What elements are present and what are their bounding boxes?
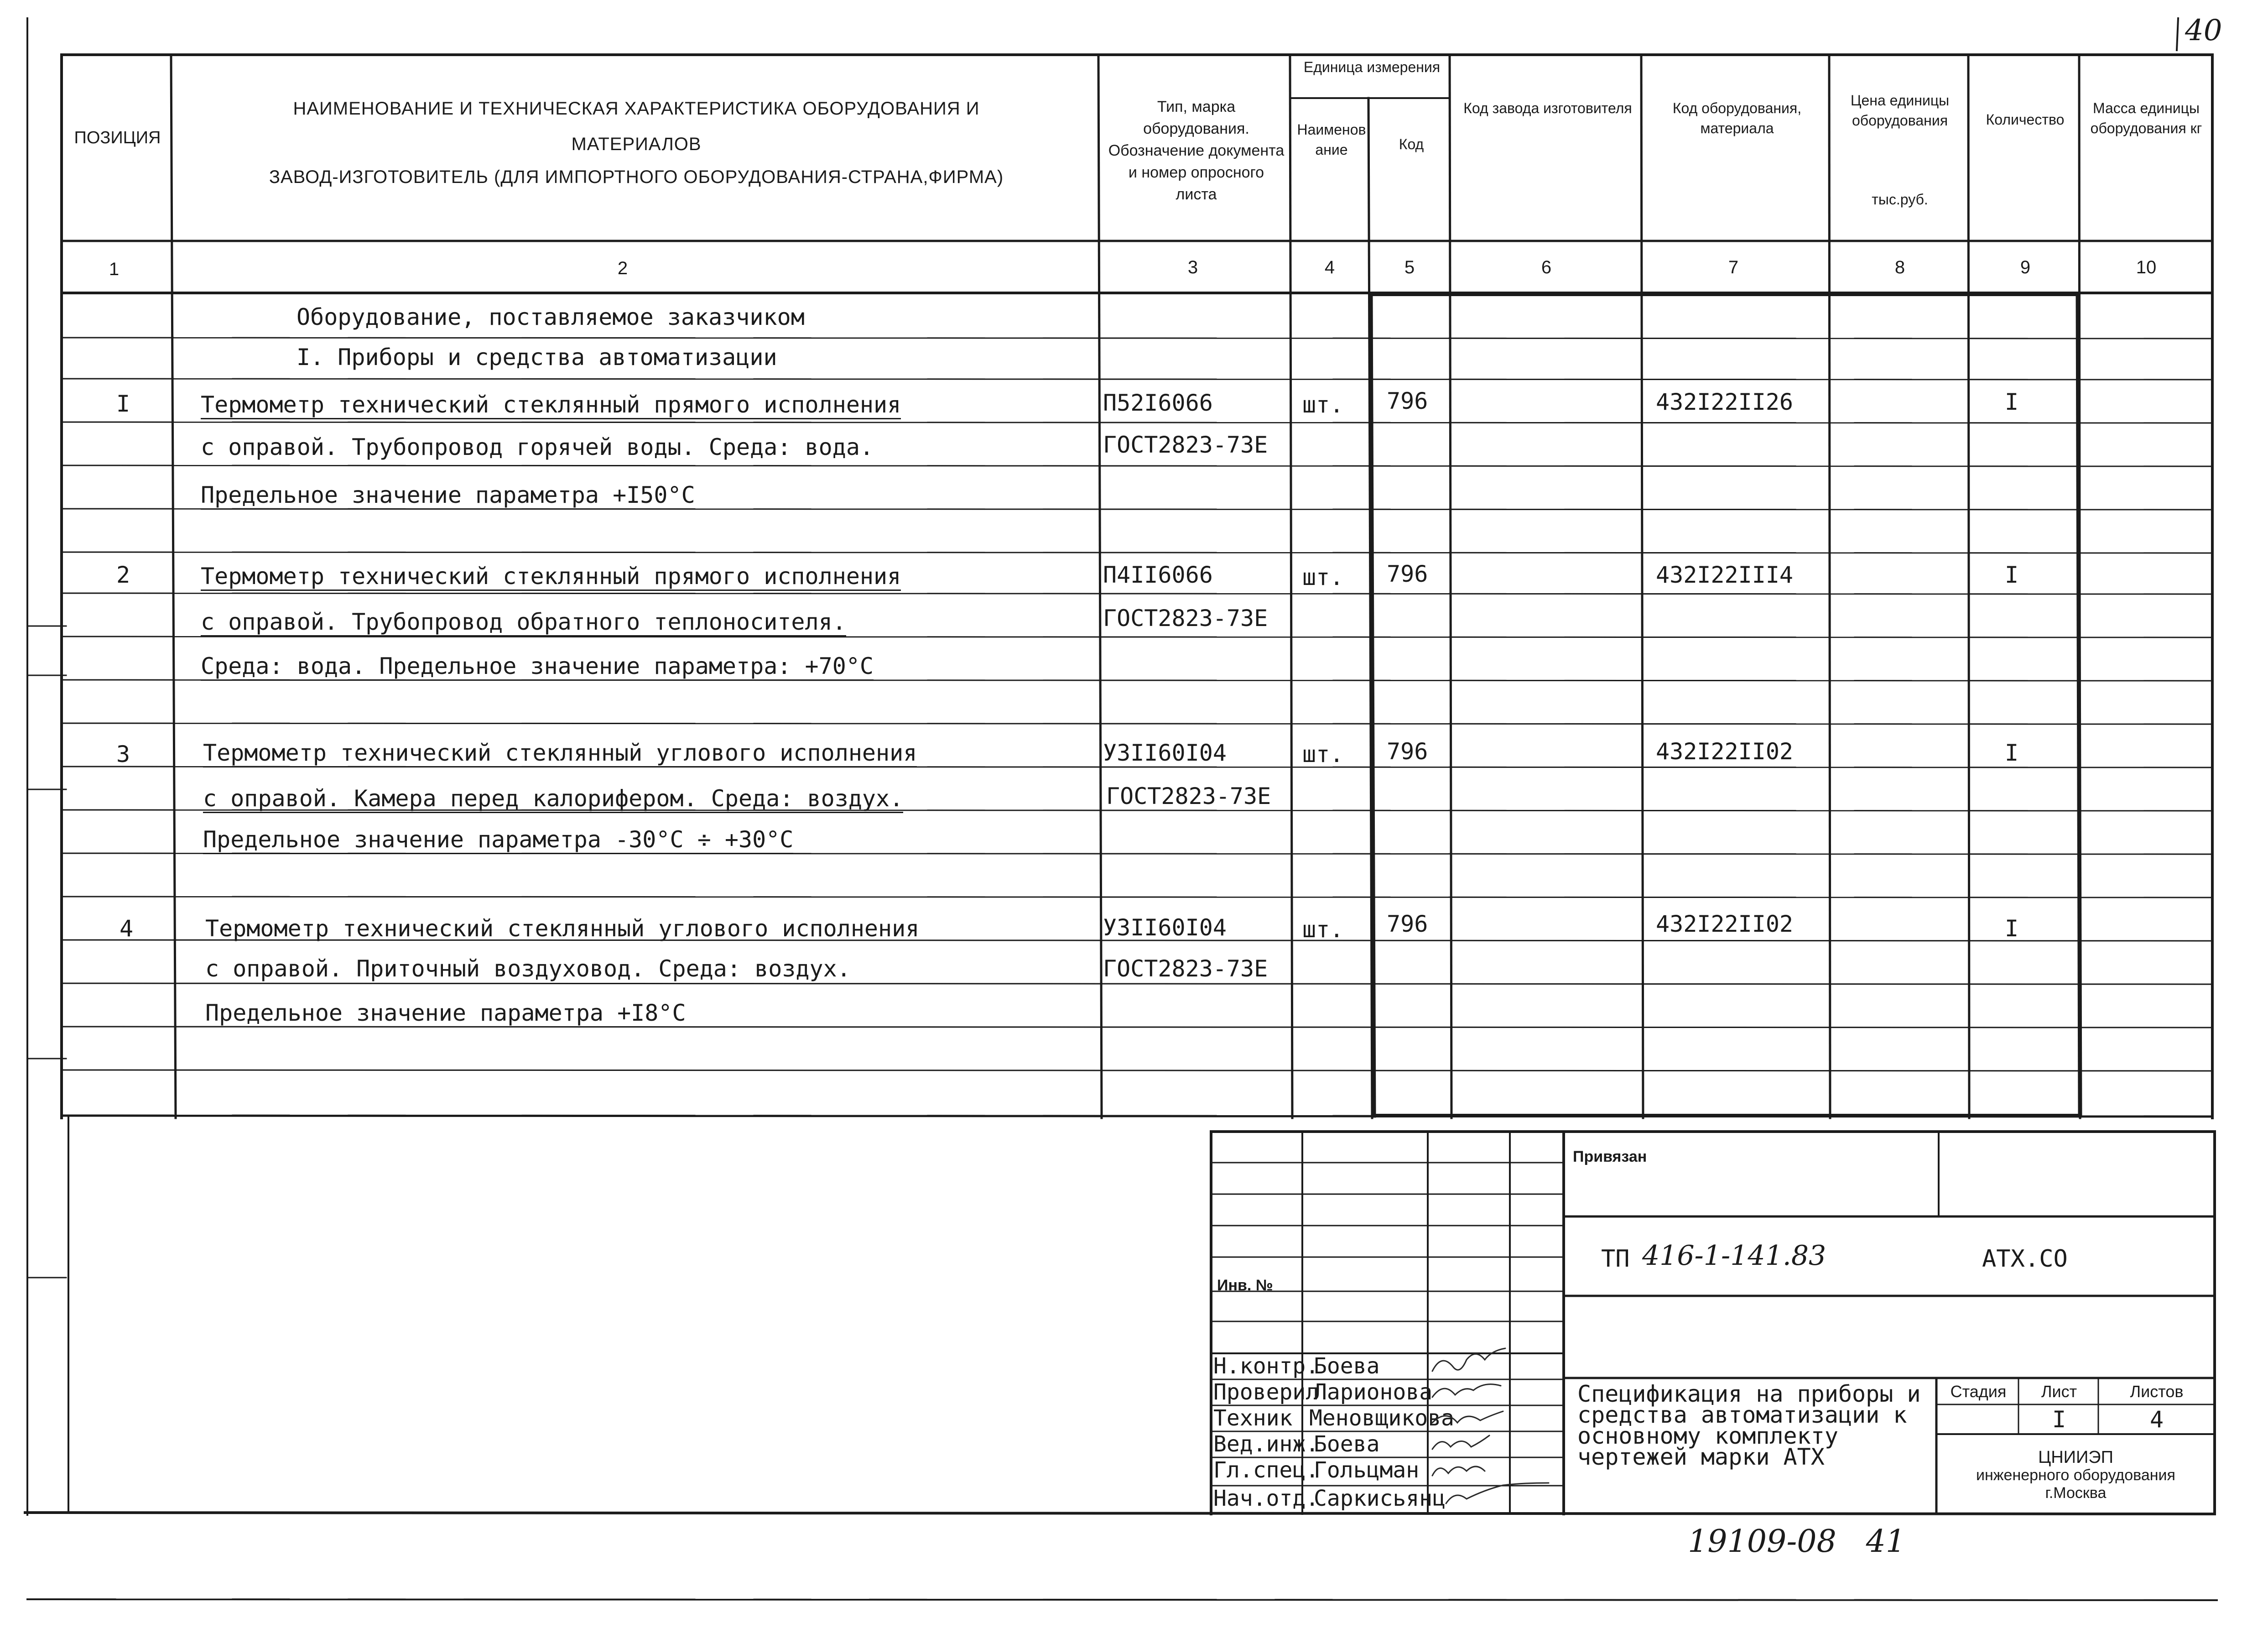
stamp-title-line: чертежей марки АТХ [1577, 1444, 1825, 1470]
item-description-line: Среда: вода. Предельное значение параметра: +70°C [201, 655, 874, 681]
subsection-title: I. Приборы и средства автоматизации [297, 344, 777, 371]
item-unit-code: 796 [1387, 388, 1428, 414]
signature-role: Проверил [1213, 1379, 1319, 1405]
item-description-line: Предельное значение параметра +I8°C [205, 1000, 686, 1026]
header-price-unit: тыс.руб. [1872, 191, 1928, 208]
item-quantity: I [2005, 915, 2019, 942]
footer-number: 19109-08 41 [1688, 1524, 1906, 1560]
stamp-org-line: г.Москва [2045, 1484, 2107, 1502]
stamp-stage-label: Стадия [1950, 1382, 2007, 1401]
item-type: П52I6066 [1103, 390, 1213, 416]
signature-name: Гольцман [1314, 1457, 1420, 1483]
header-name-line3: ЗАВОД-ИЗГОТОВИТЕЛЬ (ДЛЯ ИМПОРТНОГО ОБОРУДОВАНИЯ-СТРАНА,ФИРМА) [269, 167, 1004, 187]
stamp-sheets-value: 4 [2149, 1406, 2164, 1433]
signature-name: Боева [1314, 1431, 1380, 1457]
item-type-standard: ГОСТ2823-73Е [1103, 955, 1268, 982]
section-title: Оборудование, поставляемое заказчиком [297, 304, 805, 330]
item-position: 2 [116, 562, 130, 588]
header-unit-group: Единица измерения [1303, 59, 1441, 75]
header-unit-name: Наименование [1297, 121, 1366, 158]
item-description-line: Термометр технический стеклянный углового исполнения [203, 741, 917, 767]
item-description-line: с оправой. Приточный воздуховод. Среда: воздух. [205, 955, 851, 982]
header-unit-code: Код [1399, 136, 1424, 152]
item-unit: шт. [1302, 391, 1344, 418]
item-quantity: I [2005, 740, 2019, 766]
signature-name: Ларионова [1314, 1379, 1433, 1405]
signature-name: Саркисьянц [1314, 1486, 1446, 1511]
signature-role: Техник [1213, 1405, 1293, 1431]
item-unit-code: 796 [1387, 561, 1428, 587]
column-number: 10 [2136, 257, 2157, 277]
header-type: Тип, марка оборудования. Обозначение документа и номер опросного листа [1108, 98, 1285, 203]
item-unit-code: 796 [1387, 738, 1428, 765]
item-description-line: Термометр технический стеклянный углового исполнения [205, 915, 920, 942]
signature-role: Вед.инж. [1213, 1431, 1319, 1457]
signature-role: Н.контр. [1213, 1353, 1319, 1379]
item-unit: шт. [1302, 916, 1344, 943]
stamp-linked-label: Привязан [1573, 1148, 1647, 1165]
stamp-title-line: основному комплекту [1577, 1423, 1838, 1449]
item-unit: шт. [1302, 741, 1344, 767]
item-description-line: Предельное значение параметра +I50°C [201, 484, 695, 510]
item-type: П4II6066 [1103, 562, 1213, 588]
column-number: 8 [1894, 257, 1905, 277]
item-description-line: с оправой. Камера перед калорифером. Среда: воздух. [203, 787, 903, 813]
header-position: ПОЗИЦИЯ [74, 128, 161, 147]
column-number: 4 [1324, 257, 1335, 277]
header-mass: Масса единицы оборудования кг [2090, 100, 2202, 136]
page-number: 40 [2185, 14, 2222, 47]
stamp-doc-mark: АТХ.СО [1982, 1245, 2068, 1273]
column-number: 1 [109, 259, 120, 279]
item-position: I [116, 391, 130, 417]
column-number: 6 [1541, 257, 1552, 277]
column-number: 3 [1187, 257, 1198, 277]
stamp-inv-label: Инв. № [1217, 1277, 1273, 1294]
signature-role: Гл.спец. [1213, 1457, 1319, 1483]
signature-role: Нач.отд. [1213, 1486, 1319, 1511]
header-price: Цена единицы оборудования [1850, 92, 1950, 129]
header-quantity: Количество [1986, 111, 2065, 128]
stamp-sheet-label: Лист [2041, 1382, 2077, 1401]
stamp-sheets-label: Листов [2130, 1382, 2184, 1401]
item-unit: шт. [1302, 564, 1344, 590]
header-name-line1: НАИМЕНОВАНИЕ И ТЕХНИЧЕСКАЯ ХАРАКТЕРИСТИКА ОБОРУДОВАНИЯ И [293, 99, 980, 119]
signature-name: Боева [1314, 1353, 1380, 1379]
item-description-line: Предельное значение параметра -30°C ÷ +30°C [203, 828, 793, 854]
stamp-doc-number: 416-1-141.83 [1642, 1240, 1826, 1272]
stamp-sheet-value: I [2052, 1406, 2066, 1433]
stamp-org-line: инженерного оборудования [1976, 1467, 2175, 1484]
signature-name: Меновщикова [1309, 1405, 1454, 1431]
item-equipment-code: 432I22II02 [1656, 738, 1794, 765]
item-type-standard: ГОСТ2823-73Е [1106, 783, 1271, 809]
item-type-standard: ГОСТ2823-73Е [1103, 605, 1268, 632]
item-description-line: с оправой. Трубопровод горячей воды. Среда: вода. [201, 434, 874, 460]
column-number: 2 [617, 258, 628, 278]
stamp-title-line: средства автоматизации к [1577, 1402, 1907, 1428]
item-quantity: I [2005, 389, 2019, 415]
column-number: 5 [1404, 257, 1415, 277]
stamp-title-line: Спецификация на приборы и [1577, 1381, 1921, 1407]
item-description-line: с оправой. Трубопровод обратного теплоносителя. [201, 611, 846, 637]
stamp-doc-prefix: ТП [1601, 1245, 1630, 1273]
item-type: У3II60I04 [1103, 740, 1227, 766]
column-number: 9 [2020, 257, 2031, 277]
item-description-line: Термометр технический стеклянный прямого исполнения [201, 393, 901, 419]
item-position: 3 [116, 741, 130, 767]
item-position: 4 [120, 915, 134, 942]
stamp-org-line: ЦНИИЭП [2038, 1448, 2113, 1467]
item-type-standard: ГОСТ2823-73Е [1103, 432, 1268, 458]
column-number: 7 [1728, 257, 1739, 277]
item-equipment-code: 432I22II26 [1656, 389, 1794, 415]
header-factory-code: Код завода изготовителя [1463, 100, 1632, 116]
item-type: У3II60I04 [1103, 914, 1227, 941]
item-equipment-code: 432I22II02 [1656, 911, 1794, 937]
item-equipment-code: 432I22III4 [1656, 562, 1794, 588]
header-name-line2: МАТЕРИАЛОВ [571, 134, 702, 154]
item-description-line: Термометр технический стеклянный прямого исполнения [201, 565, 901, 591]
item-quantity: I [2005, 562, 2019, 588]
header-equipment-code: Код оборудования, материала [1672, 100, 1802, 136]
item-unit-code: 796 [1387, 911, 1428, 937]
